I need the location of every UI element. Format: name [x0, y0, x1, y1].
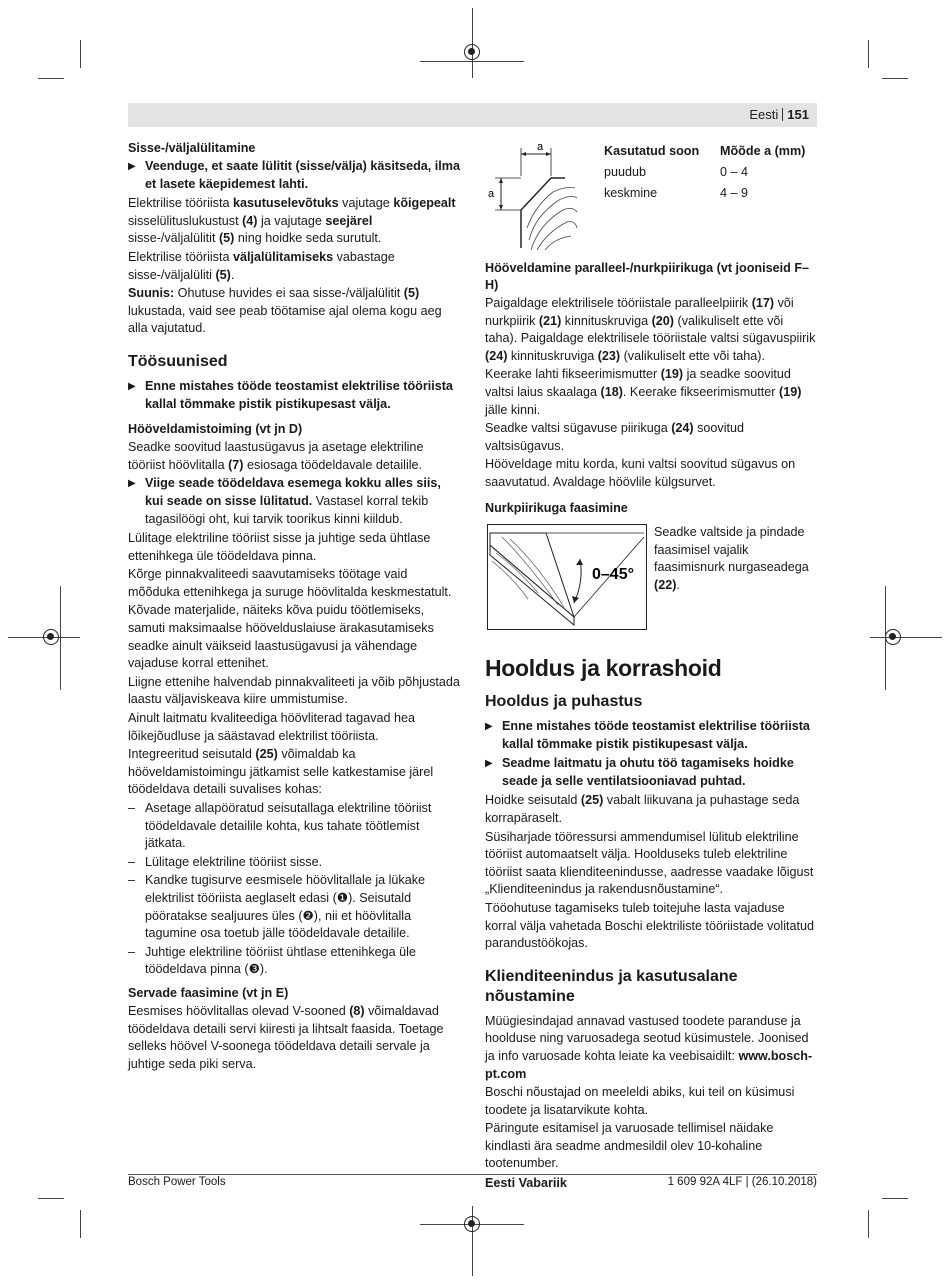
registration-mark — [885, 629, 901, 645]
safety-bullet: ▶ Veenduge, et saate lülitit (sisse/välja) käsitseda, ilma et lasete käepidemest lahti. — [128, 158, 461, 193]
paragraph: Süsiharjade tööressursi ammendumisel lülitub elektriline tööriist automaatselt välja. Hoolduseks tuleb elektriline tööriist saata klienditeenindusse, aadresse vaadake lõigust „Klienditeenindus ja rakendusnõustamine“. — [485, 829, 814, 897]
safety-bullet: ▶ Enne mistahes tööde teostamist elektrilise tööriista kallal tõmmake pistik pistikupesast välja. — [485, 718, 817, 753]
paragraph: Seadke valtsi sügavuse piirikuga (24) soovitud valtsisügavus. — [485, 421, 745, 453]
crop-mark — [80, 40, 81, 68]
list-item: – Kandke tugisurve eesmisele höövlitallale ja lükake elektrilist tööriista aeglaselt edasi (❶). Seisutald pööratakse sealjuures üles (❷), nii et höövlitalla tagumine osa toetub jälle töödeldavale detailile. — [128, 872, 461, 942]
list-item: – Juhtige elektriline tööriist ühtlase ettenihkega üle töödeldava pinna (❸). — [128, 944, 461, 979]
header-language: Eesti — [749, 107, 779, 122]
crop-mark — [868, 40, 869, 68]
crop-mark — [882, 78, 908, 79]
table-cell: 0 – 4 — [720, 165, 749, 179]
page-number: 151 — [787, 107, 809, 122]
registration-mark — [43, 629, 59, 645]
registration-line — [870, 637, 942, 638]
table-cell: 4 – 9 — [720, 186, 749, 200]
footer-divider — [128, 1174, 817, 1175]
table-cell: keskmine — [604, 186, 658, 200]
crop-mark — [80, 1210, 81, 1238]
crop-mark — [868, 1210, 869, 1238]
header-divider — [782, 108, 783, 121]
paragraph: Keerake lahti fikseerimismutter (19) ja seadke soovitud valtsi laius skaalaga (18). Keerake fikseerimismutter (19) jälle kinni. — [485, 367, 802, 417]
registration-mark — [464, 44, 480, 60]
country-heading: Eesti Vabariik — [485, 1176, 567, 1191]
section-title-work-tips: Töösuunised — [128, 352, 228, 370]
paragraph: Tööohutuse tagamiseks tuleb toitejuhe lasta vajaduse korral välja vahetada Boschi elektriliste tööriistade volitatud parandustöökojas. — [485, 900, 815, 951]
groove-dimension-figure — [485, 140, 585, 250]
bevel-angle-figure — [487, 524, 647, 630]
groove-table-section — [485, 140, 817, 250]
paragraph: Hööveldage mitu korda, kuni valtsi soovitud sügavus on saavutatud. Avaldage höövlile külgsurvet. — [485, 457, 796, 489]
paragraph: Eesmises höövlitallas olevad V-sooned (8) võimaldavad töödeldava detaili servi kiiresti ja lihtsalt faasida. Toetage selleks höövel V-soonega töödeldava detaili servale ja juhtige seda piki serva. — [128, 1003, 444, 1071]
safety-bullet: ▶ Enne mistahes tööde teostamist elektrilise tööriista kallal tõmmake pistik pistikupesast välja. — [128, 378, 461, 413]
page-header — [128, 103, 817, 127]
angle-label: 0–45° — [592, 566, 634, 583]
paragraph: Paigaldage elektrilisele tööriistale paralleelpiirik (17) või nurkpiirik (21) kinnituskruviga (20) (valikuliselt ette või taha). Paigaldage elektrilisele tööriistale valtsi sügavuspiirik (24) kinnituskruviga (23) (valikuliselt ette või taha). — [485, 296, 816, 363]
footer-doc-number: 1 609 92A 4LF | (26.10.2018) — [667, 1176, 817, 1188]
crop-mark — [882, 1198, 908, 1199]
paragraph: Kõrge pinnakvaliteedi saavutamiseks töötage vaid mõõduka ettenihkega ja suruge höövlitalda keskmestatult. — [128, 567, 452, 599]
paragraph: Müügiesindajad annavad vastused toodete paranduse ja hoolduse ning varuosadega seotud küsimustele. Joonised ja info varuosade kohta leiate ka veebisaidilt: www.bosch-pt.com — [485, 1013, 813, 1081]
paragraph: Integreeritud seisutald (25) võimaldab ka hööveldamistoimingu jätkamist selle katkestamise järel töödeldava detaili suvalises kohas: — [128, 747, 434, 797]
section-title-switch: Sisse-/väljalülitamine — [128, 141, 256, 155]
paragraph: Elektrilise tööriista väljalülitamiseks vabastage sisse-/väljalüliti (5). — [128, 249, 395, 282]
section-title-fence: Hööveldamine paralleel-/nurkpiirikuga (vt jooniseid F– H) — [485, 261, 810, 292]
crop-mark — [38, 78, 64, 79]
paragraph: Elektrilise tööriista kasutuselevõtuks vajutage kõigepealt sisselülituslukustust (4) ja vajutage seejärel sisse-/väljalülitit (5) ning hoidke seda surutult. — [128, 196, 456, 246]
table-cell: puudub — [604, 165, 647, 179]
registration-line — [60, 586, 61, 690]
bevel-description: Seadke valtside ja pindade faasimisel vajalik faasimisnurk nurgaseadega (22). — [654, 525, 809, 592]
paragraph: Boschi nõustajad on meeleldi abiks, kui teil on küsimusi toodete ja lisatarvikute kohta. — [485, 1085, 795, 1117]
figure-label-a: a — [488, 188, 495, 200]
paragraph: Liigne ettenihe halvendab pinnakvaliteeti ja võib põhjustada laastu väljaviskeava kiire ummistumise. — [128, 674, 460, 707]
figure-label-a: a — [537, 141, 544, 153]
paragraph: Lülitage elektriline tööriist sisse ja juhtige seda ühtlase ettenihkega üle töödeldava pinna. — [128, 531, 431, 563]
paragraph: Hoidke seisutald (25) vabalt liikuvana ja puhastage seda korrapäraselt. — [485, 793, 800, 825]
crop-mark — [38, 1198, 64, 1199]
left-column — [128, 140, 461, 1074]
safety-bullet: ▶ Viige seade töödeldava esemega kokku alles siis, kui seade on sisse lülitatud. Vastasel korral tekib tagasilöögi oht, kui tarvik toorikus kinni kiildub. — [128, 475, 461, 528]
section-title-cleaning: Hooldus ja puhastus — [485, 693, 643, 710]
registration-line — [472, 8, 473, 78]
paragraph-note: Suunis: Ohutuse huvides ei saa sisse-/väljalülitit (5) lukustada, vaid see peab töötamise ajal olema kogu aeg alla vajutatud. — [128, 286, 442, 336]
paragraph: Seadke soovitud laastusügavus ja asetage elektriline tööriist höövlitalla (7) esiosaga töödeldavale detailile. — [128, 440, 424, 472]
right-column-bottom — [485, 654, 817, 1193]
chapter-title-maintenance: Hooldus ja korrashoid — [485, 655, 722, 681]
section-title-angle-chamfer: Nurkpiirikuga faasimine — [485, 500, 628, 515]
list-item: – Asetage allapööratud seisutallaga elektriline tööriist töödeldavale detailile kohta, kus tahate töötlemist jätkata. — [128, 800, 461, 853]
list-item: – Lülitage elektriline tööriist sisse. — [128, 854, 461, 872]
paragraph: Kõvade materjalide, näiteks kõva puidu töötlemiseks, samuti maksimaalse höövelduslaiuse ärakasutamiseks seadke ainult väikseid laastusügavusi ja vähendage vajaduse korral ettenihet. — [128, 603, 434, 671]
footer-brand: Bosch Power Tools — [128, 1176, 226, 1188]
safety-bullet: ▶ Seadme laitmatu ja ohutu töö tagamiseks hoidke seade ja selle ventilatsiooniavad puhtad. — [485, 755, 817, 790]
paragraph: Ainult laitmatu kvaliteediga höövliterad tagavad hea lõikejõudluse ja säästavad elektrilist tööriista. — [128, 711, 416, 743]
right-column-top — [485, 260, 817, 518]
section-title-chamfer: Servade faasimine (vt jn E) — [128, 985, 289, 1000]
section-title-customer-service: Klienditeenindus ja kasutusalane nõustamine — [485, 967, 738, 1005]
registration-mark — [464, 1216, 480, 1232]
paragraph: Päringute esitamisel ja varuosade tellimisel näidake kindlasti ära seadme andmesildil olev 10-kohaline tootenumber. — [485, 1121, 774, 1171]
table-header-groove: Kasutatud soon — [604, 144, 700, 158]
table-header-dimension: Mõõde a (mm) — [720, 144, 806, 158]
website-link[interactable]: www.bosch-pt.com — [485, 1048, 813, 1081]
section-title-planing: Hööveldamistoiming (vt jn D) — [128, 422, 303, 437]
